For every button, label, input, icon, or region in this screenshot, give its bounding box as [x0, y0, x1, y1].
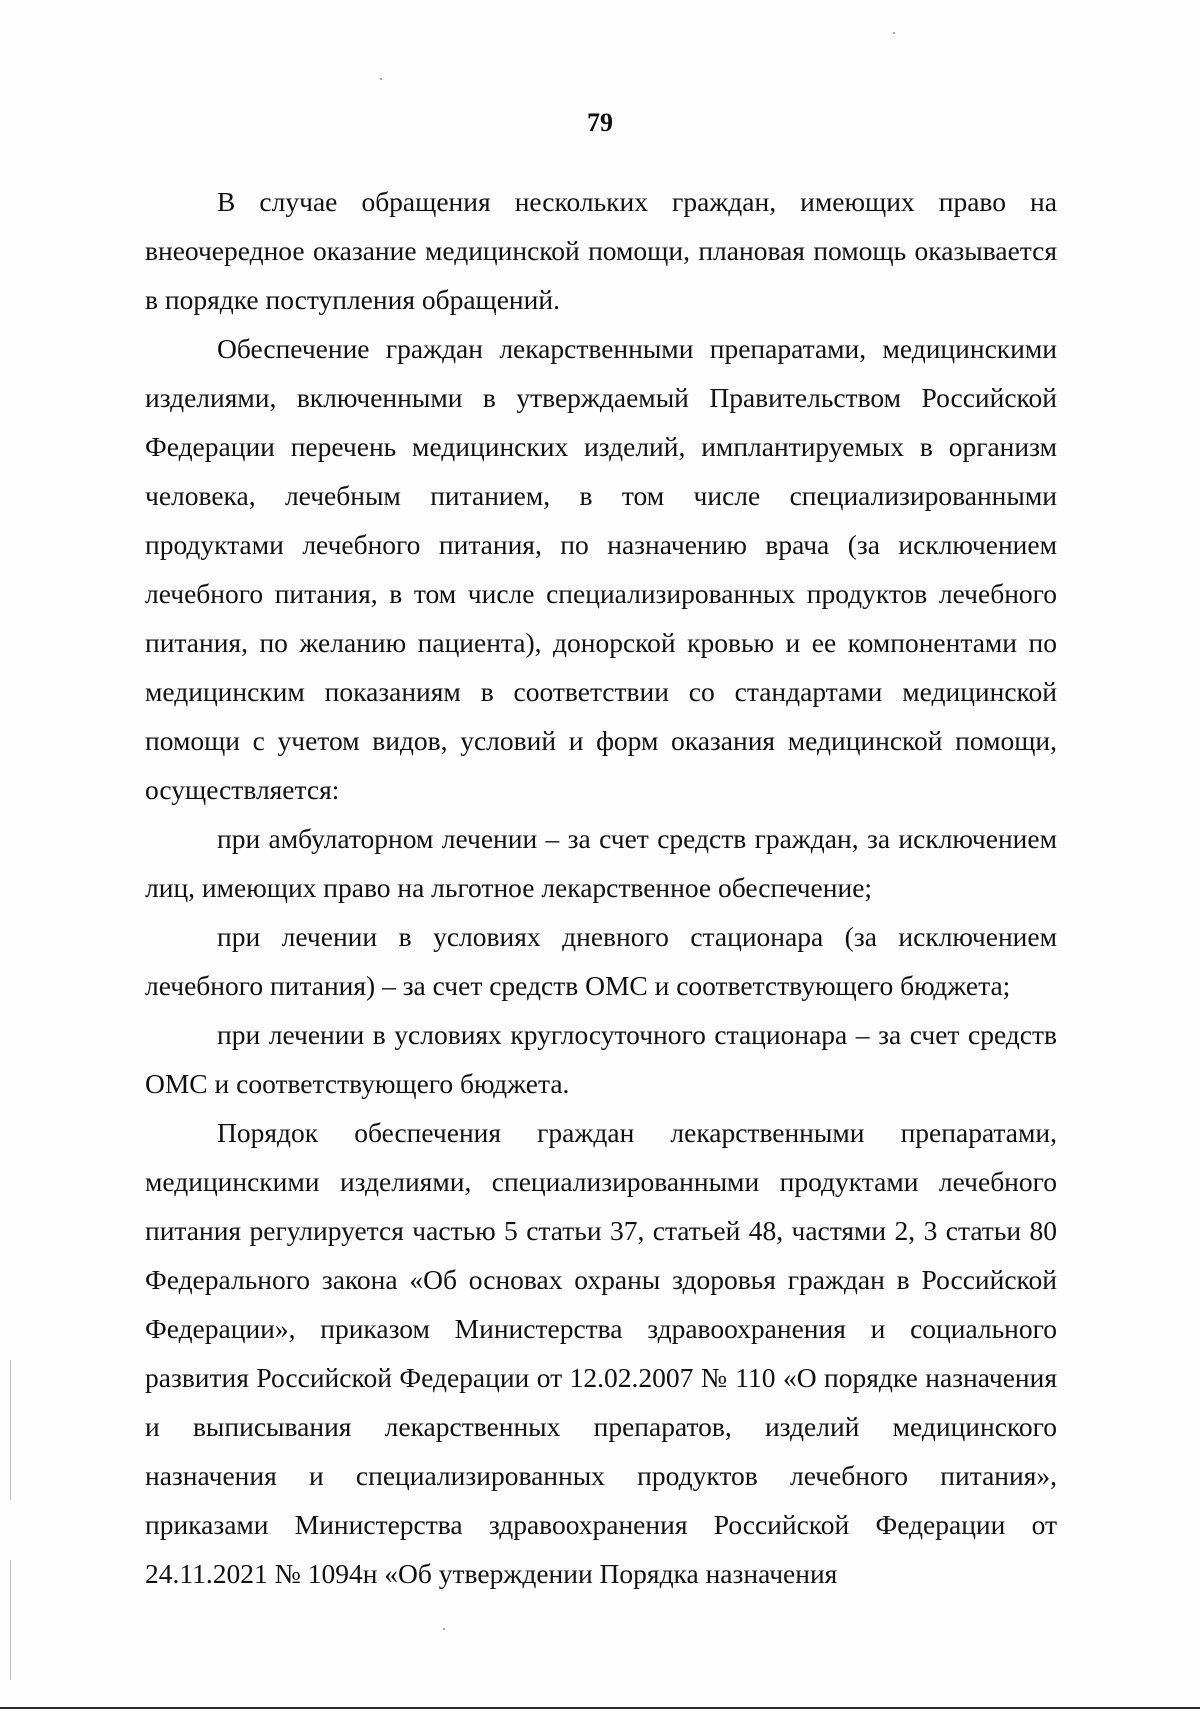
- paragraph-provision-procedure: Порядок обеспечения граждан лекарственными препаратами, медицинскими изделиями, специализированными продуктами лечебного питания регулируется частью 5 статьи 37, статьей 48, частями 2, 3 статьи 80 Федерального закона «Об основах охраны здоровья граждан в Российской Федерации», приказом Министерства здравоохранения и социального развития Российской Федерации от 12.02.2007 № 110 «О порядке назначения и выписывания лекарственных препаратов, изделий медицинского назначения и специализированных продуктов лечебного питания», приказами Министерства здравоохранения Российской Федерации от 24.11.2021 № 1094н «Об утверждении Порядка назначения: [145, 1117, 1057, 1589]
- paragraph-day-hospital: при лечении в условиях дневного стационара (за исключением лечебного питания) – за счет средств ОМС и соответствующего бюджета;: [145, 921, 1057, 1001]
- paragraph-priority-order: В случае обращения нескольких граждан, имеющих право на внеочередное оказание медицинской помощи, плановая помощь оказывается в порядке поступления обращений.: [145, 186, 1057, 315]
- bottom-edge-line: [0, 1707, 1200, 1709]
- scan-margin-mark: [10, 1560, 11, 1680]
- paragraph-outpatient: при амбулаторном лечении – за счет средств граждан, за исключением лиц, имеющих право на льготное лекарственное обеспечение;: [145, 823, 1057, 903]
- paragraph-drug-provision: Обеспечение граждан лекарственными препаратами, медицинскими изделиями, включенными в утверждаемый Правительством Российской Федерации перечень медицинских изделий, имплантируемых в организм человека, лечебным питанием, в том числе специализированными продуктами лечебного питания, по назначению врача (за исключением лечебного питания, в том числе специализированных продуктов лечебного питания, по желанию пациента), донорской кровью и ее компонентами по медицинским показаниям в соответствии со стандартами медицинской помощи с учетом видов, условий и форм оказания медицинской помощи, осуществляется:: [145, 333, 1057, 805]
- document-body: [145, 177, 1057, 1598]
- page-number: 79: [587, 108, 613, 137]
- scan-speck: [443, 1628, 445, 1630]
- scan-speck: [893, 32, 895, 34]
- paragraph-inpatient: при лечении в условиях круглосуточного стационара – за счет средств ОМС и соответствующего бюджета.: [145, 1019, 1057, 1099]
- scan-margin-mark: [10, 1360, 11, 1500]
- scan-speck: [380, 78, 382, 80]
